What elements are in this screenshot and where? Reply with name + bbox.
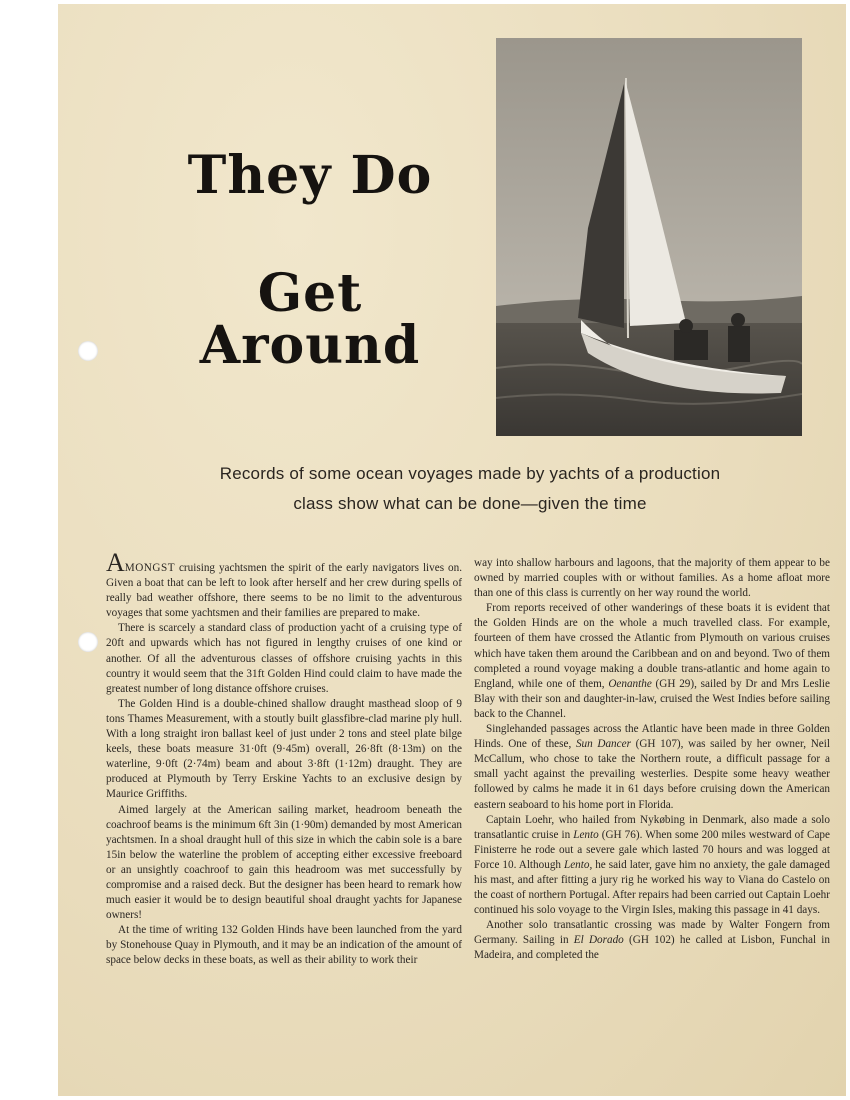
yacht-name: Lento [573, 828, 599, 841]
article-column-left [106, 548, 462, 969]
punch-hole [78, 341, 98, 361]
yacht-name: Oenanthe [608, 677, 652, 690]
article-paragraph: Singlehanded passages across the Atlantic have been made in three Golden Hinds. One of these, Sun Dancer (GH 107), was sailed by her owner, Neil McCallum, who chose to take the Northern route, a difficult passage for a small yacht against the prevailing westerlies. Despite some heavy weather followed by calms he made it in 61 days before cruising down the American eastern seaboard to his home port in Florida. [474, 723, 830, 811]
article-paragraph: From reports received of other wanderings of these boats it is evident that the Golden Hinds are on the whole a much travelled class. For example, fourteen of them have crossed the Atlantic from Plymouth on various cruises which have taken them around the Caribbean and on and beyond. Two of them completed a round voyage making a double trans-atlantic and home again to England, while one of them, Oenanthe (GH 29), sailed by Dr and Mrs Leslie Blay with their son and daughter-in-law, cruised the West Indies before sailing back to the Channel. [474, 602, 830, 720]
article-column-right [474, 556, 830, 964]
article-paragraph: Aimed largely at the American sailing market, headroom beneath the coachroof beams is the minimum 6ft 3in (1·90m) demanded by most American yachtsmen. In a shoal draught hull of this size in which the cabin sole is a bare 15in below the waterline the problem of accepting either excessive freeboard or an unsightly coachroof to gain this headroom was met successfully by compromise and a raised deck. But the designer has been heard to remark how much easier it would be to design beautiful shoal draught yachts for Japanese owners! [106, 803, 462, 922]
article-paragraph: There is scarcely a standard class of production yacht of a cruising type of 20ft and upwards which has not figured in lengthy cruises of one kind or another. Of all the adventurous classes of offshore cruising yachts in this country it would seem that the 31ft Golden Hind could claim to have made the greatest number of long distance offshore cruises. [106, 622, 462, 695]
sailboat-photo [496, 38, 802, 436]
article-title-line-2: Get Around [199, 263, 421, 376]
article-subtitle-line-1: Records of some ocean voyages made by yachts of a production [219, 464, 721, 483]
article-paragraph: Another solo transatlantic crossing was made by Walter Fongern from Germany. Sailing in El Dorado (GH 102) he called at Lisbon, Funchal in Madeira, and completed the [474, 919, 830, 962]
article-title-line-1: They Do [187, 145, 433, 206]
article-subtitle-line-2: class show what can be done—given the time [293, 494, 647, 513]
article-paragraph: At the time of writing 132 Golden Hinds have been launched from the yard by Stonehouse Quay in Plymouth, and it may be an indication of the amount of space below decks in these boats, as well as their ability to work their [106, 924, 462, 967]
yacht-name: Sun Dancer [575, 738, 631, 751]
opening-caps: MONGST [124, 562, 176, 574]
article-paragraph: way into shallow harbours and lagoons, that the majority of them appear to be owned by married couples with or without families. As a home afloat more than one of this class is currently on her way round the world. [474, 557, 830, 600]
punch-hole [78, 632, 98, 652]
yacht-name: El Dorado [573, 934, 624, 947]
yacht-name: Lento, [563, 858, 593, 871]
article-paragraph: Captain Loehr, who hailed from Nykøbing in Denmark, also made a solo transatlantic cruise in Lento (GH 76). When some 200 miles westward of Cape Finisterre he rode out a severe gale which lasted 70 hours and was logged at Force 10. Although Lento, he said later, gave him no anxiety, the gale damaged his mast, and after fitting a jury rig he worked his way to Viana do Castelo on the coast of northern Portugal. After repairs had been carried out Captain Loehr continued his solo voyage to the Virgin Isles, making this passage in 41 days. [474, 813, 830, 917]
article-paragraph: AMONGST cruising yachtsmen the spirit of the early navigators lives on. Given a boat that can be left to look after herself and her crew during spells of really bad weather offshore, there seems to be no limit to the adventurous voyages that some yachtsmen and their families are prepared to make. [106, 548, 462, 620]
article-paragraph: The Golden Hind is a double-chined shallow draught masthead sloop of 9 tons Thames Measurement, with a stoutly built glassfibre-clad marine ply hull. With a long straight iron ballast keel of just under 2 tons and steel plate bilge keels, these boats measure 31·0ft (9·45m) overall, 26·8ft (8·13m) on the waterline, 9·0ft (2·74m) beam and about 3·8ft (1·12m) draught. They are produced at Plymouth by Terry Erskine Yachts to an exclusive design by Maurice Griffiths. [106, 697, 462, 801]
drop-cap: A [106, 548, 125, 577]
